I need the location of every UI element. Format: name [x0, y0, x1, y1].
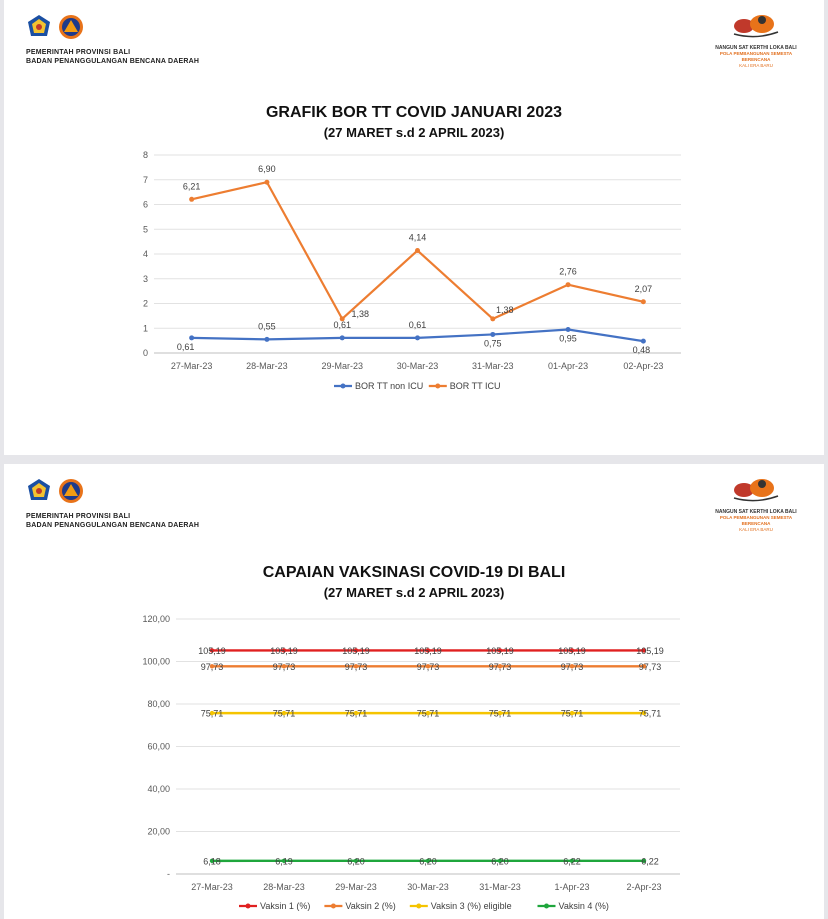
- y-tick-label: 40,00: [147, 784, 170, 794]
- y-tick-label: 20,00: [147, 826, 170, 837]
- y-tick-label: 1: [142, 323, 148, 334]
- data-label: 97,73: [200, 661, 224, 672]
- data-label: 97,73: [488, 661, 512, 672]
- data-label: 1,38: [496, 304, 514, 315]
- x-tick-label: 30-Mar-23: [396, 361, 439, 371]
- slide-vaksinasi: [4, 464, 824, 919]
- y-tick-label: 120,00: [142, 614, 170, 624]
- y-tick-label: 2: [142, 298, 148, 309]
- data-label: 75,71: [200, 708, 224, 719]
- chart-vaksinasi: [4, 608, 824, 918]
- data-point: [189, 197, 194, 202]
- legend-marker: [416, 904, 421, 909]
- x-tick-label: 31-Mar-23: [472, 361, 514, 371]
- data-point: [566, 282, 571, 287]
- data-point: [415, 248, 420, 253]
- data-label: 1,38: [351, 308, 369, 319]
- data-point: [264, 180, 269, 185]
- x-tick-label: 29-Mar-23: [321, 361, 363, 371]
- data-label: 97,73: [344, 661, 368, 672]
- y-tick-label: 8: [142, 150, 148, 160]
- bpbd-emblem-icon: [58, 478, 84, 504]
- brand-logo: [706, 14, 806, 69]
- bpbd-emblem-icon: [58, 14, 84, 40]
- y-tick-label: 3: [142, 273, 148, 284]
- data-label: 6,22: [563, 856, 581, 867]
- chart1-title-block: [4, 104, 824, 140]
- legend-label: Vaksin 2 (%): [345, 901, 396, 911]
- legend-label: Vaksin 4 (%): [558, 901, 609, 911]
- data-label: 0,55: [258, 321, 276, 332]
- y-tick-label: 100,00: [142, 656, 170, 667]
- data-label: 6,18: [203, 856, 221, 867]
- data-label: 4,14: [408, 232, 427, 243]
- data-label: 97,73: [560, 661, 584, 672]
- org-name: [26, 48, 199, 66]
- chart1-title: GRAFIK BOR TT COVID JANUARI 2023: [265, 104, 563, 121]
- chart2-title-block: [4, 564, 824, 600]
- data-label: 6,22: [641, 856, 659, 867]
- y-tick-label: 7: [142, 174, 148, 185]
- data-point: [340, 335, 345, 340]
- y-tick-label: 60,00: [147, 741, 170, 752]
- data-label: 75,71: [638, 708, 662, 719]
- org-line2: BADAN PENANGGULANGAN BENCANA DAERAH: [26, 522, 200, 529]
- data-label: 0,61: [333, 319, 351, 330]
- data-label: 75,71: [272, 708, 296, 719]
- x-tick-label: 28-Mar-23: [263, 882, 305, 892]
- data-label: 105,19: [342, 645, 370, 656]
- brand-line3: KALI ERA BARU: [739, 527, 773, 532]
- data-point: [189, 335, 194, 340]
- chart2-subtitle: (27 MARET s.d 2 APRIL 2023): [323, 585, 505, 600]
- legend-marker: [544, 904, 549, 909]
- org-name: [26, 512, 199, 530]
- data-label: 6,20: [491, 856, 509, 867]
- data-label: 75,71: [488, 708, 512, 719]
- data-label: 97,73: [272, 661, 296, 672]
- y-tick-label: 80,00: [147, 699, 170, 709]
- data-label: 0,75: [484, 338, 502, 349]
- data-label: 2,07: [634, 283, 653, 294]
- data-point: [641, 299, 646, 304]
- data-label: 105,19: [198, 645, 226, 656]
- slide-bor: [4, 0, 824, 455]
- legend-marker: [331, 904, 336, 909]
- x-tick-label: 29-Mar-23: [335, 882, 377, 892]
- data-label: 6,20: [419, 856, 437, 867]
- y-tick-label: 6: [142, 199, 148, 210]
- data-label: 97,73: [638, 661, 662, 672]
- data-point: [490, 332, 495, 337]
- legend-label: Vaksin 3 (%) eligible: [430, 901, 512, 911]
- data-label: 105,19: [558, 645, 586, 656]
- x-tick-label: 30-Mar-23: [407, 882, 449, 892]
- brand-line3: KALI ERA BARU: [739, 63, 773, 68]
- data-label: 75,71: [344, 708, 368, 719]
- y-tick-label: -: [167, 869, 170, 879]
- data-label: 6,20: [347, 856, 365, 867]
- brand-line2: POLA PEMBANGUNAN SEMESTA BERENCANA: [719, 515, 793, 526]
- brand-logo: [706, 478, 806, 533]
- data-label: 6,19: [275, 856, 293, 867]
- legend-label: BOR TT non ICU: [355, 381, 424, 391]
- bali-province-emblem-icon: [26, 14, 52, 40]
- logo-group: [26, 478, 84, 504]
- data-label: 0,95: [559, 333, 577, 344]
- y-tick-label: 0: [142, 348, 148, 358]
- chart1-subtitle: (27 MARET s.d 2 APRIL 2023): [323, 125, 505, 140]
- legend-marker: [435, 384, 440, 389]
- y-tick-label: 4: [142, 249, 148, 259]
- data-label: 105,19: [486, 645, 514, 656]
- data-label: 0,61: [176, 341, 195, 352]
- chart2-title: CAPAIAN VAKSINASI COVID-19 DI BALI: [262, 564, 566, 581]
- data-label: 97,73: [416, 661, 440, 672]
- y-tick-label: 5: [142, 224, 148, 235]
- x-tick-label: 2-Apr-23: [626, 882, 662, 892]
- data-label: 105,19: [414, 645, 442, 656]
- bali-province-emblem-icon: [26, 478, 52, 504]
- chart-bor: [4, 145, 824, 405]
- data-point: [566, 327, 571, 332]
- x-tick-label: 28-Mar-23: [246, 361, 288, 371]
- data-point: [641, 339, 646, 344]
- data-label: 6,90: [258, 164, 276, 175]
- data-point: [490, 316, 495, 321]
- brand-figure-icon: [726, 14, 786, 40]
- data-label: 6,21: [182, 181, 201, 192]
- x-tick-label: 02-Apr-23: [623, 361, 664, 371]
- data-label: 0,61: [408, 319, 427, 330]
- brand-line1: NANGUN SAT KERTHI LOKA BALI: [715, 45, 797, 51]
- x-tick-label: 27-Mar-23: [191, 882, 233, 892]
- brand-line1: NANGUN SAT KERTHI LOKA BALI: [715, 509, 797, 515]
- x-tick-label: 27-Mar-23: [170, 361, 213, 371]
- data-point: [264, 337, 269, 342]
- data-point: [415, 335, 420, 340]
- x-tick-label: 31-Mar-23: [479, 882, 521, 892]
- org-line1: PEMERINTAH PROVINSI BALI: [26, 513, 131, 520]
- org-line1: PEMERINTAH PROVINSI BALI: [26, 49, 131, 56]
- logo-group: [26, 14, 84, 40]
- brand-figure-icon: [726, 478, 786, 504]
- data-label: 75,71: [416, 708, 440, 719]
- data-label: 105,19: [270, 645, 298, 656]
- data-label: 75,71: [560, 708, 584, 719]
- legend-marker: [341, 384, 346, 389]
- legend-label: Vaksin 1 (%): [260, 901, 311, 911]
- org-line2: BADAN PENANGGULANGAN BENCANA DAERAH: [26, 58, 200, 65]
- legend-label: BOR TT ICU: [449, 381, 501, 391]
- legend-marker: [246, 904, 251, 909]
- brand-line2: POLA PEMBANGUNAN SEMESTA BERENCANA: [719, 51, 793, 62]
- data-label: 0,48: [632, 345, 651, 356]
- data-label: 2,76: [559, 266, 577, 277]
- x-tick-label: 01-Apr-23: [548, 361, 589, 371]
- x-tick-label: 1-Apr-23: [554, 882, 590, 892]
- data-label: 105,19: [636, 645, 664, 656]
